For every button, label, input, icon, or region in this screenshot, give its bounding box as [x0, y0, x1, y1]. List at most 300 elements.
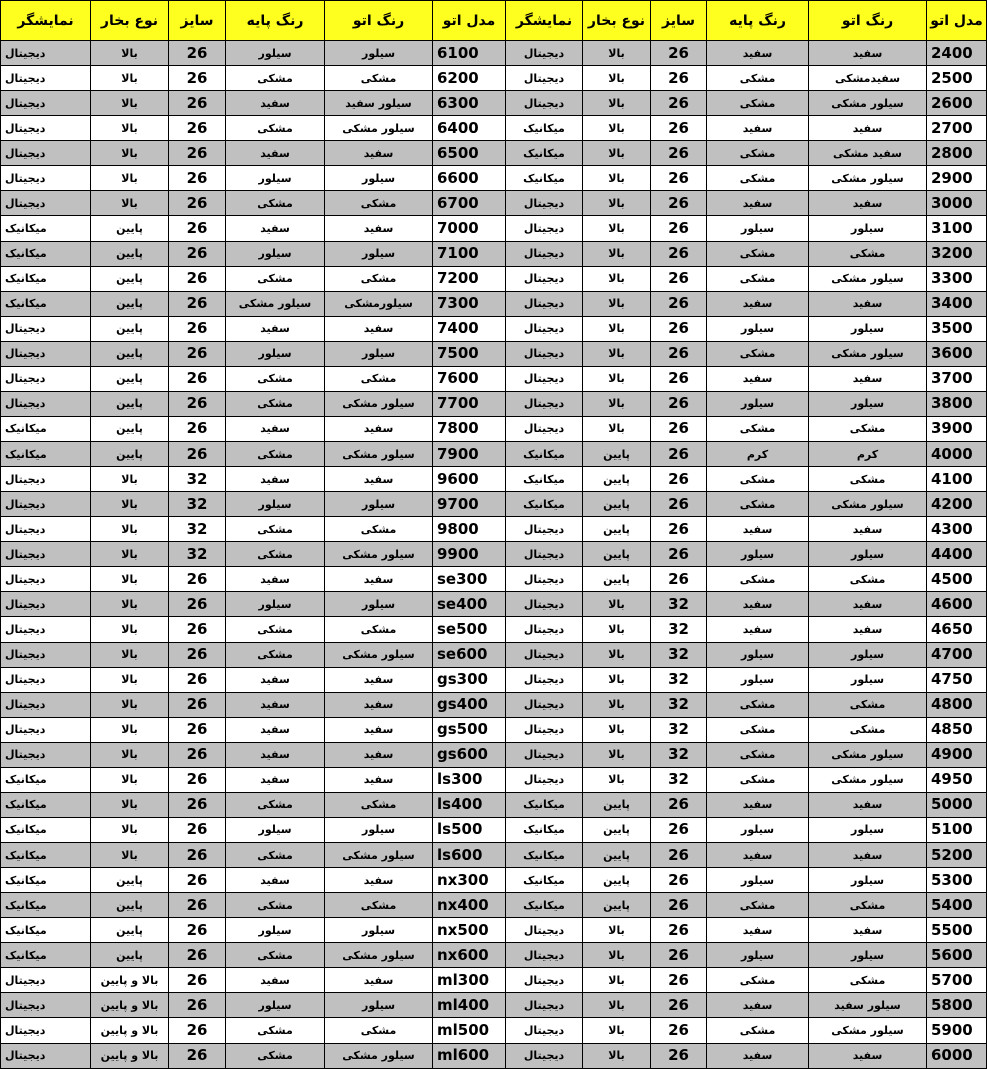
size-value-cell: 26: [651, 918, 707, 943]
display-type-cell: دیجیتال: [1, 717, 91, 742]
steam-type-cell: بالا و پایین: [91, 968, 169, 993]
steam-type-cell: بالا: [583, 91, 651, 116]
size-value-cell: 26: [651, 66, 707, 91]
display-type-cell: دیجیتال: [506, 341, 583, 366]
size-value-cell: 26: [169, 993, 226, 1018]
steam-type-cell: بالا: [91, 792, 169, 817]
iron-color-cell: مشکی: [809, 241, 927, 266]
header-cell: مدل اتو: [927, 1, 987, 41]
display-type-cell: میکانیک: [506, 141, 583, 166]
display-type-cell: دیجیتال: [506, 366, 583, 391]
base-color-cell: کرم: [707, 442, 809, 467]
iron-color-cell: سفید: [325, 717, 433, 742]
base-color-cell: مشکی: [707, 241, 809, 266]
display-type-cell: میکانیک: [1, 442, 91, 467]
size-value-cell: 32: [651, 717, 707, 742]
steam-type-cell: پایین: [91, 241, 169, 266]
base-color-cell: سفید: [226, 141, 325, 166]
display-type-cell: میکانیک: [506, 817, 583, 842]
size-value-cell: 26: [169, 166, 226, 191]
iron-color-cell: سیلور مشکی: [325, 442, 433, 467]
iron-color-cell: مشکی: [325, 1018, 433, 1043]
display-type-cell: میکانیک: [506, 843, 583, 868]
steam-type-cell: پایین: [91, 216, 169, 241]
iron-color-cell: سیلور مشکی: [325, 116, 433, 141]
base-color-cell: سیلور: [707, 943, 809, 968]
base-color-cell: مشکی: [226, 617, 325, 642]
size-value-cell: 26: [169, 893, 226, 918]
steam-type-cell: بالا: [91, 617, 169, 642]
size-value-cell: 26: [651, 567, 707, 592]
model-number-cell: 5000: [927, 792, 987, 817]
display-type-cell: دیجیتال: [1, 968, 91, 993]
steam-type-cell: بالا: [91, 692, 169, 717]
display-type-cell: میکانیک: [506, 442, 583, 467]
steam-type-cell: بالا: [583, 717, 651, 742]
iron-color-cell: مشکی: [325, 893, 433, 918]
table-row: [1, 316, 987, 341]
iron-color-cell: سفید: [325, 742, 433, 767]
steam-type-cell: بالا: [583, 166, 651, 191]
display-type-cell: دیجیتال: [1, 742, 91, 767]
display-type-cell: میکانیک: [506, 467, 583, 492]
base-color-cell: سیلور: [707, 216, 809, 241]
base-color-cell: مشکی: [707, 717, 809, 742]
size-value-cell: 32: [169, 492, 226, 517]
base-color-cell: مشکی: [226, 943, 325, 968]
header-cell: سایز: [651, 1, 707, 41]
size-value-cell: 26: [169, 567, 226, 592]
base-color-cell: سفید: [707, 918, 809, 943]
display-type-cell: دیجیتال: [506, 993, 583, 1018]
size-value-cell: 26: [169, 341, 226, 366]
model-number-cell: 2900: [927, 166, 987, 191]
iron-color-cell: سفید: [809, 792, 927, 817]
base-color-cell: سیلور: [226, 592, 325, 617]
model-number-cell: 5200: [927, 843, 987, 868]
base-color-cell: سفید: [226, 868, 325, 893]
display-type-cell: دیجیتال: [506, 542, 583, 567]
size-value-cell: 32: [651, 642, 707, 667]
steam-type-cell: پایین: [583, 517, 651, 542]
iron-color-cell: سیلور: [325, 241, 433, 266]
model-number-cell: 4300: [927, 517, 987, 542]
base-color-cell: مشکی: [707, 91, 809, 116]
base-color-cell: سیلور: [707, 667, 809, 692]
table-row: [1, 792, 987, 817]
base-color-cell: مشکی: [707, 742, 809, 767]
display-type-cell: دیجیتال: [506, 692, 583, 717]
base-color-cell: مشکی: [226, 642, 325, 667]
size-value-cell: 26: [169, 191, 226, 216]
table-row: [1, 141, 987, 166]
size-value-cell: 26: [169, 366, 226, 391]
steam-type-cell: بالا: [583, 41, 651, 66]
size-value-cell: 26: [651, 366, 707, 391]
model-number-cell: 6300: [433, 91, 506, 116]
size-value-cell: 32: [169, 517, 226, 542]
size-value-cell: 32: [651, 767, 707, 792]
table-row: [1, 592, 987, 617]
model-number-cell: 4750: [927, 667, 987, 692]
table-row: [1, 66, 987, 91]
iron-color-cell: سیلور سفید: [809, 993, 927, 1018]
table-row: [1, 1018, 987, 1043]
header-cell: نمایشگر: [506, 1, 583, 41]
size-value-cell: 26: [651, 241, 707, 266]
size-value-cell: 32: [651, 617, 707, 642]
display-type-cell: دیجیتال: [1, 667, 91, 692]
base-color-cell: مشکی: [707, 266, 809, 291]
steam-type-cell: بالا: [91, 41, 169, 66]
table-row: [1, 767, 987, 792]
iron-color-cell: سفید: [325, 767, 433, 792]
base-color-cell: سیلور: [707, 868, 809, 893]
model-number-cell: ml300: [433, 968, 506, 993]
model-number-cell: gs500: [433, 717, 506, 742]
steam-type-cell: بالا: [583, 141, 651, 166]
iron-color-cell: مشکی: [809, 893, 927, 918]
display-type-cell: دیجیتال: [506, 316, 583, 341]
table-row: [1, 943, 987, 968]
table-row: [1, 391, 987, 416]
display-type-cell: دیجیتال: [506, 241, 583, 266]
size-value-cell: 26: [169, 717, 226, 742]
iron-color-cell: مشکی: [325, 617, 433, 642]
iron-color-cell: سیلور: [809, 642, 927, 667]
iron-color-cell: سفید: [809, 617, 927, 642]
base-color-cell: مشکی: [707, 341, 809, 366]
steam-type-cell: پایین: [583, 467, 651, 492]
model-number-cell: 3400: [927, 291, 987, 316]
iron-color-cell: سفید: [325, 667, 433, 692]
steam-type-cell: بالا: [583, 366, 651, 391]
size-value-cell: 26: [169, 843, 226, 868]
iron-color-cell: سیلور: [809, 216, 927, 241]
iron-color-cell: سفید: [809, 592, 927, 617]
display-type-cell: دیجیتال: [506, 517, 583, 542]
model-number-cell: 4800: [927, 692, 987, 717]
steam-type-cell: بالا: [91, 542, 169, 567]
size-value-cell: 26: [169, 642, 226, 667]
steam-type-cell: پایین: [91, 341, 169, 366]
base-color-cell: سفید: [226, 692, 325, 717]
steam-type-cell: بالا: [91, 191, 169, 216]
iron-color-cell: سفید: [809, 41, 927, 66]
size-value-cell: 26: [651, 166, 707, 191]
steam-type-cell: پایین: [583, 567, 651, 592]
size-value-cell: 26: [169, 41, 226, 66]
display-type-cell: دیجیتال: [1, 567, 91, 592]
display-type-cell: دیجیتال: [506, 1018, 583, 1043]
steam-type-cell: بالا: [583, 968, 651, 993]
model-number-cell: 3900: [927, 416, 987, 441]
model-number-cell: 4400: [927, 542, 987, 567]
steam-type-cell: بالا: [91, 843, 169, 868]
iron-color-cell: سیلور مشکی: [325, 642, 433, 667]
display-type-cell: میکانیک: [506, 868, 583, 893]
model-number-cell: 9800: [433, 517, 506, 542]
base-color-cell: سفید: [707, 1043, 809, 1069]
steam-type-cell: بالا: [91, 492, 169, 517]
base-color-cell: سیلور: [226, 918, 325, 943]
iron-color-cell: سفید: [809, 1043, 927, 1069]
iron-color-cell: مشکی: [325, 66, 433, 91]
iron-color-cell: مشکی: [325, 517, 433, 542]
size-value-cell: 26: [169, 316, 226, 341]
steam-type-cell: پایین: [91, 391, 169, 416]
steam-type-cell: بالا: [583, 216, 651, 241]
iron-color-cell: سیلور: [809, 817, 927, 842]
model-number-cell: 5900: [927, 1018, 987, 1043]
display-type-cell: دیجیتال: [506, 742, 583, 767]
base-color-cell: سفید: [707, 191, 809, 216]
size-value-cell: 26: [651, 216, 707, 241]
iron-color-cell: سفیدمشکی: [809, 66, 927, 91]
base-color-cell: مشکی: [226, 517, 325, 542]
iron-color-cell: سیلور مشکی: [325, 1043, 433, 1069]
base-color-cell: مشکی: [226, 391, 325, 416]
model-number-cell: 7200: [433, 266, 506, 291]
model-number-cell: nx300: [433, 868, 506, 893]
base-color-cell: سفید: [707, 792, 809, 817]
model-number-cell: ml600: [433, 1043, 506, 1069]
iron-color-cell: مشکی: [809, 692, 927, 717]
display-type-cell: میکانیک: [1, 266, 91, 291]
model-number-cell: 2800: [927, 141, 987, 166]
table-row: [1, 667, 987, 692]
size-value-cell: 26: [651, 141, 707, 166]
base-color-cell: مشکی: [707, 166, 809, 191]
table-row: [1, 1043, 987, 1069]
base-color-cell: مشکی: [707, 416, 809, 441]
iron-color-cell: مشکی: [809, 416, 927, 441]
model-number-cell: 6600: [433, 166, 506, 191]
steam-type-cell: بالا: [91, 166, 169, 191]
model-number-cell: 7400: [433, 316, 506, 341]
steam-type-cell: پایین: [583, 792, 651, 817]
model-number-cell: 9900: [433, 542, 506, 567]
display-type-cell: دیجیتال: [1, 391, 91, 416]
display-type-cell: میکانیک: [1, 216, 91, 241]
size-value-cell: 32: [651, 742, 707, 767]
display-type-cell: دیجیتال: [506, 391, 583, 416]
base-color-cell: مشکی: [707, 968, 809, 993]
steam-type-cell: پایین: [583, 442, 651, 467]
base-color-cell: مشکی: [226, 1018, 325, 1043]
display-type-cell: دیجیتال: [506, 66, 583, 91]
steam-type-cell: پایین: [91, 868, 169, 893]
display-type-cell: دیجیتال: [1, 91, 91, 116]
display-type-cell: میکانیک: [1, 868, 91, 893]
iron-color-cell: سفید: [809, 191, 927, 216]
size-value-cell: 26: [169, 116, 226, 141]
header-cell: رنگ پایه: [707, 1, 809, 41]
model-number-cell: se300: [433, 567, 506, 592]
display-type-cell: دیجیتال: [1, 116, 91, 141]
iron-color-cell: سیلور: [325, 166, 433, 191]
model-number-cell: 2500: [927, 66, 987, 91]
iron-color-cell: مشکی: [325, 266, 433, 291]
size-value-cell: 26: [651, 391, 707, 416]
size-value-cell: 26: [651, 291, 707, 316]
base-color-cell: سفید: [226, 416, 325, 441]
iron-color-cell: سیلور مشکی: [809, 742, 927, 767]
model-number-cell: 7100: [433, 241, 506, 266]
iron-color-cell: مشکی: [809, 467, 927, 492]
base-color-cell: مشکی: [226, 893, 325, 918]
model-number-cell: 3000: [927, 191, 987, 216]
steam-type-cell: بالا: [583, 1043, 651, 1069]
steam-type-cell: بالا: [91, 517, 169, 542]
steam-type-cell: بالا: [91, 592, 169, 617]
table-row: [1, 467, 987, 492]
iron-color-cell: مشکی: [809, 968, 927, 993]
iron-color-cell: سیلور مشکی: [809, 266, 927, 291]
display-type-cell: دیجیتال: [1, 366, 91, 391]
iron-color-cell: سیلور مشکی: [325, 843, 433, 868]
base-color-cell: سیلور: [707, 642, 809, 667]
table-row: [1, 893, 987, 918]
model-number-cell: 4500: [927, 567, 987, 592]
iron-color-cell: سیلور مشکی: [325, 391, 433, 416]
header-cell: نوع بخار: [583, 1, 651, 41]
size-value-cell: 26: [169, 943, 226, 968]
model-number-cell: ls600: [433, 843, 506, 868]
model-number-cell: 7800: [433, 416, 506, 441]
model-number-cell: 7900: [433, 442, 506, 467]
steam-type-cell: بالا: [91, 467, 169, 492]
model-number-cell: ls500: [433, 817, 506, 842]
base-color-cell: سفید: [707, 41, 809, 66]
iron-color-cell: سیلور: [325, 492, 433, 517]
model-number-cell: 5600: [927, 943, 987, 968]
base-color-cell: سفید: [226, 968, 325, 993]
steam-type-cell: بالا: [91, 141, 169, 166]
iron-color-cell: سفید: [325, 216, 433, 241]
model-number-cell: 5400: [927, 893, 987, 918]
model-number-cell: 6500: [433, 141, 506, 166]
iron-color-cell: مشکی: [325, 366, 433, 391]
table-row: [1, 642, 987, 667]
base-color-cell: سفید: [226, 91, 325, 116]
display-type-cell: میکانیک: [1, 416, 91, 441]
display-type-cell: دیجیتال: [1, 316, 91, 341]
size-value-cell: 26: [169, 141, 226, 166]
table-row: [1, 366, 987, 391]
iron-color-cell: سفید: [325, 467, 433, 492]
iron-color-cell: سیلورمشکی: [325, 291, 433, 316]
iron-color-cell: سفید: [325, 416, 433, 441]
table-row: [1, 717, 987, 742]
display-type-cell: دیجیتال: [1, 617, 91, 642]
steam-type-cell: بالا: [583, 592, 651, 617]
display-type-cell: دیجیتال: [506, 767, 583, 792]
base-color-cell: سیلور: [707, 391, 809, 416]
model-number-cell: 4650: [927, 617, 987, 642]
iron-color-cell: سفید: [325, 692, 433, 717]
model-number-cell: 2400: [927, 41, 987, 66]
iron-color-cell: مشکی: [325, 792, 433, 817]
table-row: [1, 993, 987, 1018]
model-number-cell: 5100: [927, 817, 987, 842]
display-type-cell: دیجیتال: [506, 918, 583, 943]
steam-type-cell: بالا: [91, 66, 169, 91]
iron-color-cell: سفید مشکی: [809, 141, 927, 166]
size-value-cell: 32: [169, 467, 226, 492]
model-number-cell: gs400: [433, 692, 506, 717]
size-value-cell: 26: [169, 216, 226, 241]
steam-type-cell: پایین: [583, 893, 651, 918]
size-value-cell: 26: [651, 316, 707, 341]
model-number-cell: 7500: [433, 341, 506, 366]
iron-color-cell: سفید: [325, 567, 433, 592]
steam-type-cell: بالا: [583, 291, 651, 316]
steam-type-cell: بالا: [583, 667, 651, 692]
model-number-cell: gs600: [433, 742, 506, 767]
iron-color-cell: سیلور: [325, 341, 433, 366]
base-color-cell: سفید: [707, 116, 809, 141]
model-number-cell: se400: [433, 592, 506, 617]
steam-type-cell: بالا: [583, 266, 651, 291]
steam-type-cell: بالا: [583, 767, 651, 792]
size-value-cell: 26: [651, 1018, 707, 1043]
size-value-cell: 26: [651, 792, 707, 817]
iron-color-cell: سیلور: [809, 943, 927, 968]
steam-type-cell: بالا: [91, 116, 169, 141]
base-color-cell: مشکی: [707, 1018, 809, 1043]
base-color-cell: مشکی: [707, 692, 809, 717]
steam-type-cell: بالا: [91, 642, 169, 667]
table-row: [1, 567, 987, 592]
model-number-cell: 7600: [433, 366, 506, 391]
iron-color-cell: سیلور: [325, 592, 433, 617]
model-number-cell: 3800: [927, 391, 987, 416]
base-color-cell: سیلور: [226, 817, 325, 842]
display-type-cell: دیجیتال: [1, 993, 91, 1018]
display-type-cell: دیجیتال: [506, 191, 583, 216]
size-value-cell: 26: [169, 592, 226, 617]
iron-color-cell: سیلور: [325, 817, 433, 842]
display-type-cell: دیجیتال: [506, 717, 583, 742]
model-number-cell: 3600: [927, 341, 987, 366]
steam-type-cell: پایین: [583, 843, 651, 868]
table-row: [1, 266, 987, 291]
model-number-cell: 2700: [927, 116, 987, 141]
base-color-cell: سیلور مشکی: [226, 291, 325, 316]
display-type-cell: دیجیتال: [506, 943, 583, 968]
display-type-cell: میکانیک: [506, 893, 583, 918]
size-value-cell: 32: [651, 692, 707, 717]
display-type-cell: دیجیتال: [506, 567, 583, 592]
base-color-cell: سفید: [226, 667, 325, 692]
table-row: [1, 241, 987, 266]
size-value-cell: 32: [169, 542, 226, 567]
base-color-cell: مشکی: [226, 843, 325, 868]
iron-color-cell: سیلور سفید: [325, 91, 433, 116]
model-number-cell: 6000: [927, 1043, 987, 1069]
base-color-cell: مشکی: [226, 442, 325, 467]
model-number-cell: 4600: [927, 592, 987, 617]
base-color-cell: مشکی: [226, 542, 325, 567]
base-color-cell: مشکی: [226, 1043, 325, 1069]
model-number-cell: 4700: [927, 642, 987, 667]
steam-type-cell: بالا: [583, 341, 651, 366]
base-color-cell: مشکی: [226, 116, 325, 141]
steam-type-cell: پایین: [583, 542, 651, 567]
model-number-cell: 3500: [927, 316, 987, 341]
size-value-cell: 26: [651, 341, 707, 366]
